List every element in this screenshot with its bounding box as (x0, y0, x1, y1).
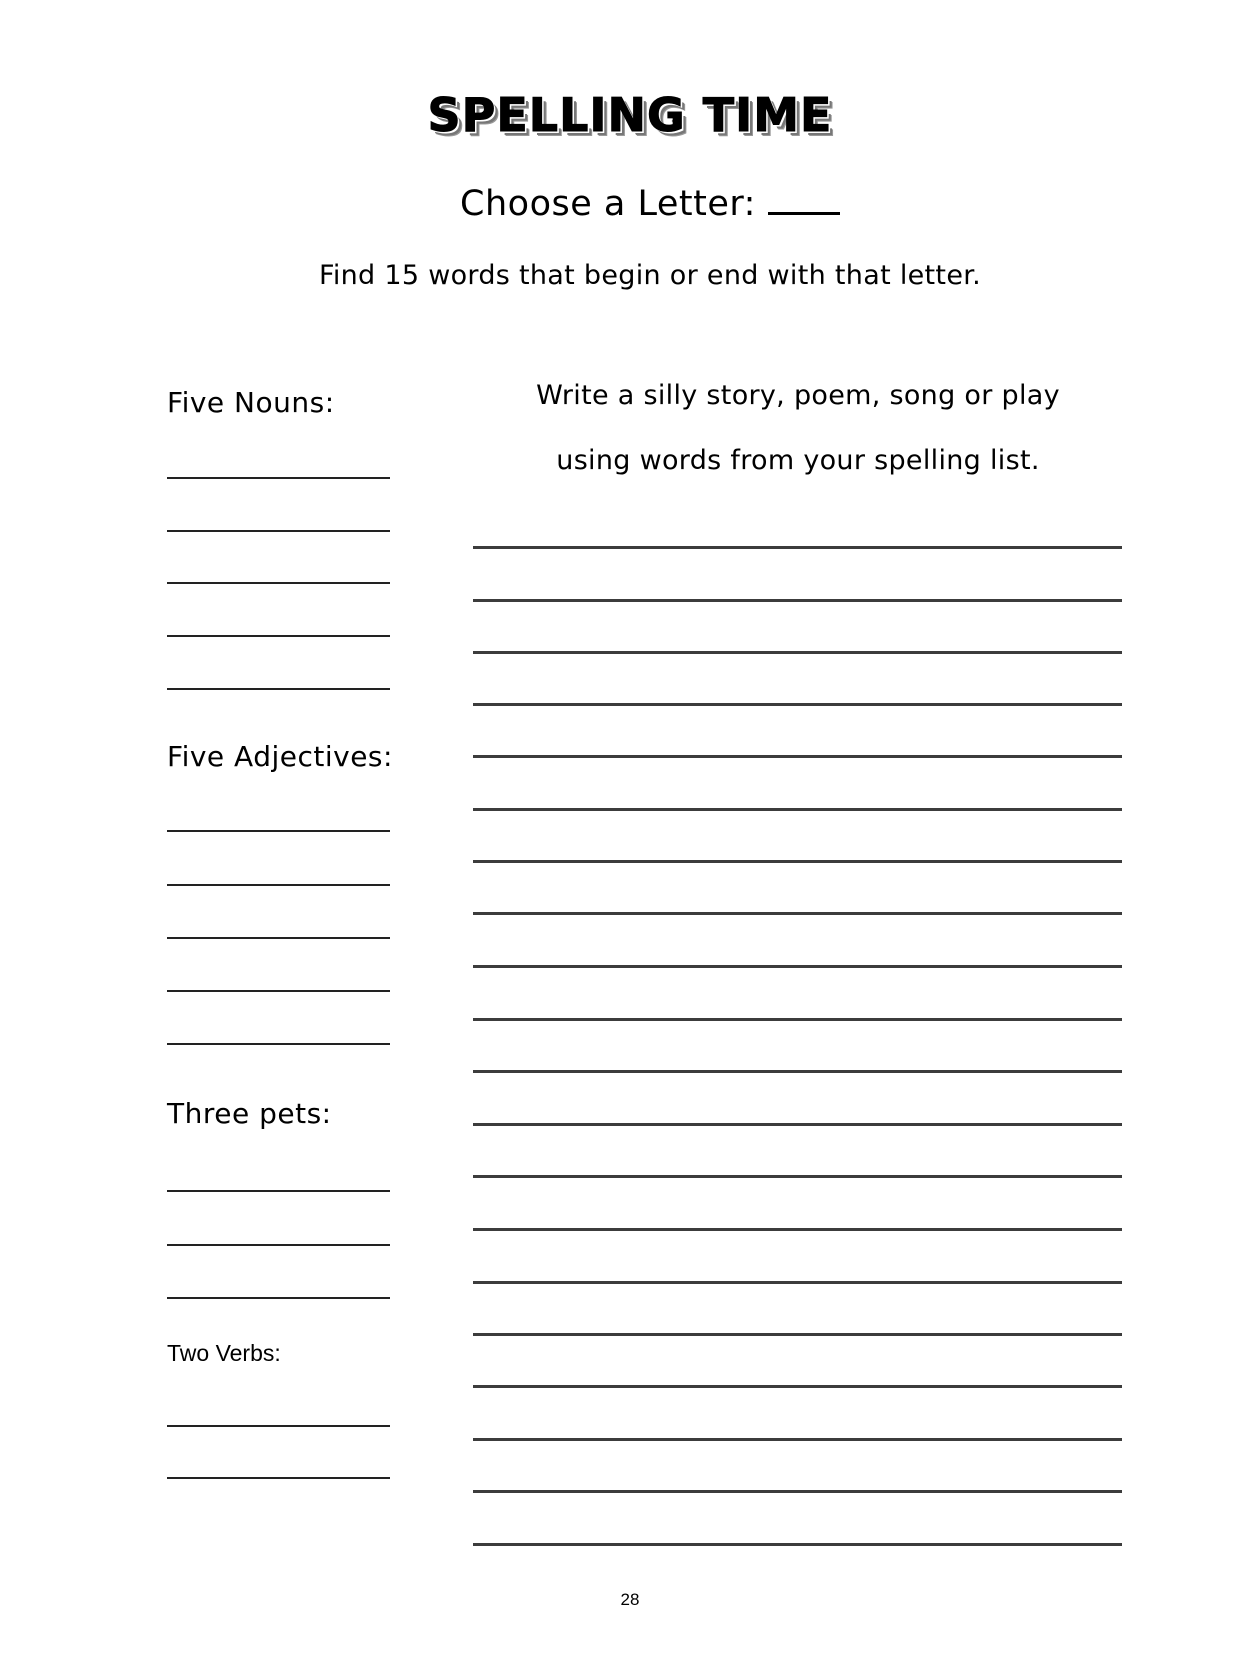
noun-blank-line[interactable] (167, 530, 390, 532)
writing-line[interactable] (473, 1228, 1122, 1231)
adjective-blank-line[interactable] (167, 990, 390, 992)
writing-line[interactable] (473, 965, 1122, 968)
writing-line[interactable] (473, 1281, 1122, 1284)
noun-blank-line[interactable] (167, 635, 390, 637)
noun-blank-line[interactable] (167, 477, 390, 479)
choose-letter-label: Choose a Letter: (460, 184, 756, 224)
writing-line[interactable] (473, 808, 1122, 811)
instruction-text: Find 15 words that begin or end with that letter. (318, 260, 982, 291)
writing-line[interactable] (473, 1438, 1122, 1441)
writing-prompt-line-2: using words from your spelling list. (556, 445, 1040, 476)
writing-line[interactable] (473, 1123, 1122, 1126)
writing-line[interactable] (473, 1385, 1122, 1388)
adjectives-heading: Five Adjectives: (167, 740, 393, 773)
writing-line[interactable] (473, 1018, 1122, 1021)
verb-blank-line[interactable] (167, 1477, 390, 1479)
adjective-blank-line[interactable] (167, 884, 390, 886)
writing-line[interactable] (473, 755, 1122, 758)
letter-blank[interactable] (768, 186, 840, 215)
writing-line[interactable] (473, 1070, 1122, 1073)
page-number: 28 (620, 1590, 640, 1609)
nouns-heading: Five Nouns: (167, 386, 335, 419)
adjective-blank-line[interactable] (167, 830, 390, 832)
writing-line[interactable] (473, 651, 1122, 654)
choose-letter-line (0, 184, 1260, 224)
pet-blank-line[interactable] (167, 1297, 390, 1299)
adjective-blank-line[interactable] (167, 937, 390, 939)
writing-line[interactable] (473, 860, 1122, 863)
writing-line[interactable] (473, 1490, 1122, 1493)
writing-line[interactable] (473, 912, 1122, 915)
writing-line[interactable] (473, 546, 1122, 549)
pets-heading: Three pets: (167, 1097, 332, 1130)
writing-line[interactable] (473, 599, 1122, 602)
writing-prompt-line-1: Write a silly story, poem, song or play (536, 380, 1060, 411)
pet-blank-line[interactable] (167, 1190, 390, 1192)
noun-blank-line[interactable] (167, 582, 390, 584)
writing-line[interactable] (473, 1543, 1122, 1546)
writing-line[interactable] (473, 703, 1122, 706)
verbs-heading: Two Verbs: (167, 1340, 281, 1366)
noun-blank-line[interactable] (167, 688, 390, 690)
writing-line[interactable] (473, 1175, 1122, 1178)
writing-line[interactable] (473, 1333, 1122, 1336)
page-title: SPELLING TIME (427, 88, 833, 142)
verb-blank-line[interactable] (167, 1425, 390, 1427)
pet-blank-line[interactable] (167, 1244, 390, 1246)
adjective-blank-line[interactable] (167, 1043, 390, 1045)
